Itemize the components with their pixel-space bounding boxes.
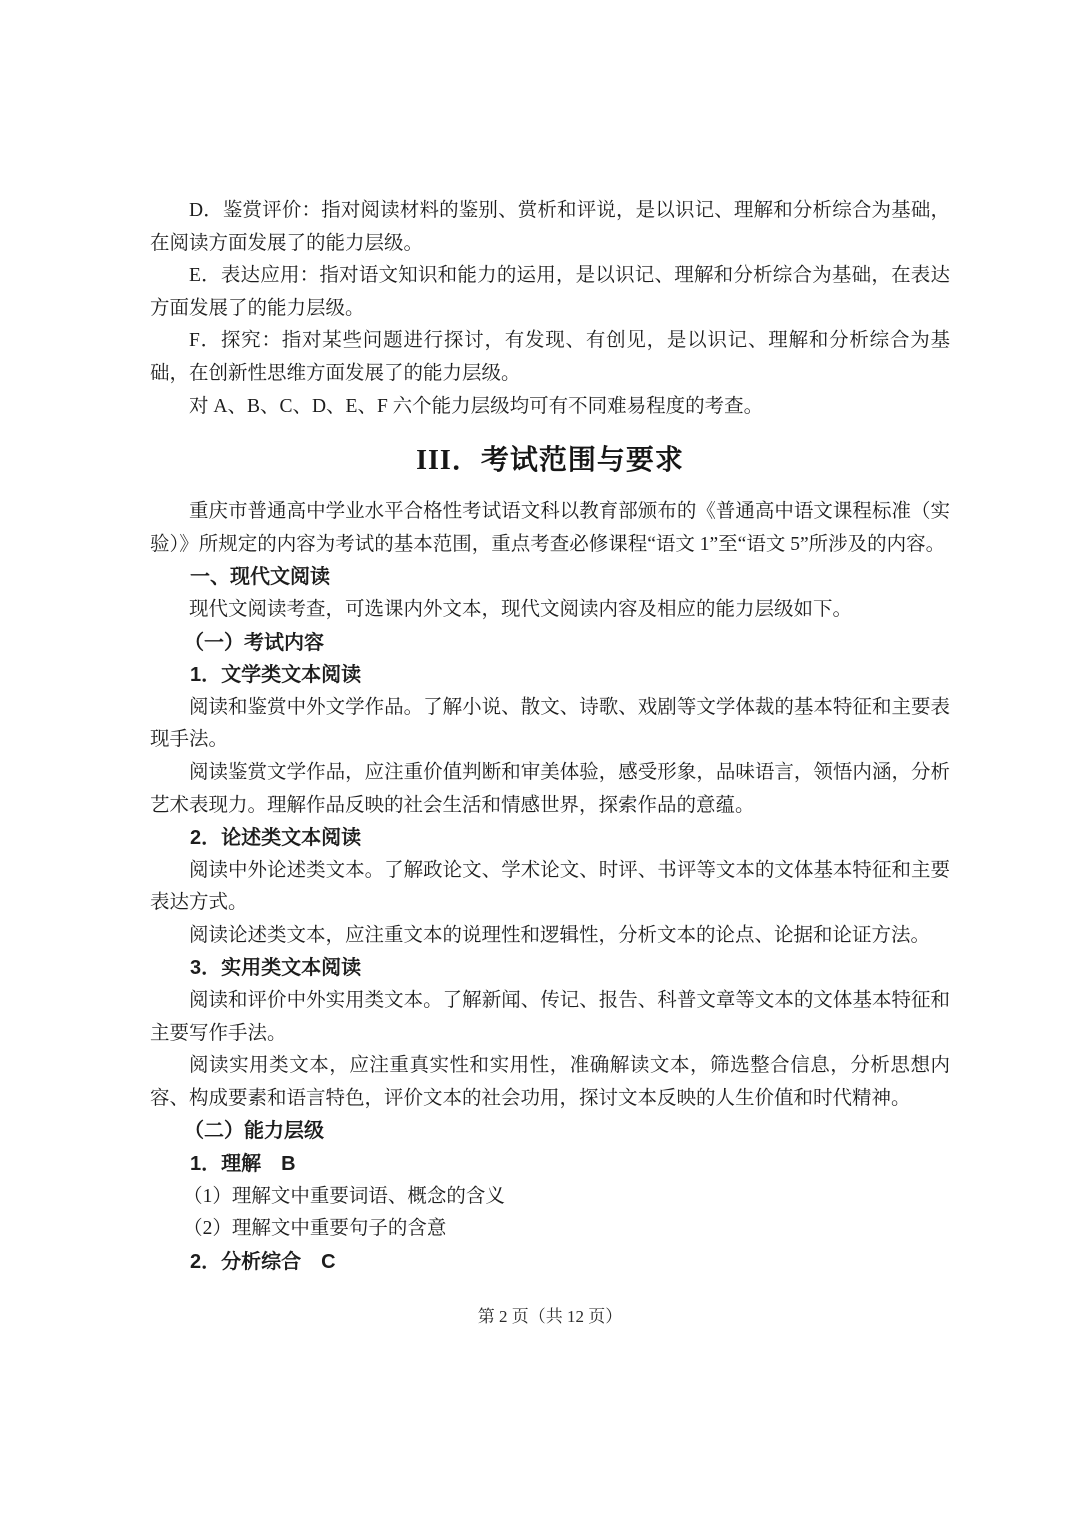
paragraph-argumentative-text-2: 阅读论述类文本，应注重文本的说理性和逻辑性，分析文本的论点、论据和论证方法。 (189, 924, 931, 946)
paragraph-exam-scope-intro: 重庆市普通高中学业水平合格性考试语文科以教育部颁布的《普通高中语文课程标准（实验）》所规定的内容为考试的基本范围，重点考查必修课程“语文 1”至“语文 5”所涉及的内容。 (150, 501, 950, 555)
section-title-exam-scope: III．考试范围与要求 (416, 445, 684, 477)
paragraph-literary-text-2: 阅读鉴赏文学作品，应注重价值判断和审美体验，感受形象，品味语言，领悟内涵，分析艺术表现力。理解作品反映的社会生活和情感世界，探索作品的意蕴。 (150, 761, 950, 816)
paragraph-literary-text-1: 阅读和鉴赏中外文学作品。了解小说、散文、诗歌、戏剧等文学体裁的基本特征和主要表现手法。 (150, 696, 950, 751)
paragraph-ability-levels-note: 对 A、B、C、D、E、F 六个能力层级均可有不同难易程度的考查。 (189, 395, 764, 417)
heading-ability-levels: （二）能力层级 (184, 1120, 324, 1143)
heading-exam-content: （一）考试内容 (184, 631, 324, 654)
page-footer: 第 2 页（共 12 页） (477, 1307, 623, 1327)
paragraph-ability-level-f: F．探究：指对某些问题进行探讨，有发现、有创见，是以识记、理解和分析综合为基础，在创新性思维方面发展了的能力层级。 (150, 330, 950, 384)
heading-practical-text-reading: 3．实用类文本阅读 (190, 957, 362, 980)
list-item-comprehension-2: （2）理解文中重要句子的含意 (183, 1218, 447, 1240)
paragraph-ability-level-e: E．表达应用：指对语文知识和能力的运用，是以识记、理解和分析综合为基础，在表达方面发展了的能力层级。 (150, 265, 950, 319)
paragraph-ability-level-d: D．鉴赏评价：指对阅读材料的鉴别、赏析和评说，是以识记、理解和分析综合为基础，在阅读方面发展了的能力层级。 (150, 200, 950, 254)
heading-comprehension-b: 1．理解 B (190, 1153, 296, 1176)
paragraph-practical-text-1: 阅读和评价中外实用类文本。了解新闻、传记、报告、科普文章等文本的文体基本特征和主要写作手法。 (150, 990, 950, 1044)
list-item-comprehension-1: （1）理解文中重要词语、概念的含义 (183, 1185, 505, 1207)
heading-argumentative-text-reading: 2．论述类文本阅读 (190, 827, 362, 850)
paragraph-argumentative-text-1: 阅读中外论述类文本。了解政论文、学术论文、时评、书评等文本的文体基本特征和主要表达方式。 (150, 859, 950, 914)
paragraph-practical-text-2: 阅读实用类文本，应注重真实性和实用性，准确解读文本，筛选整合信息，分析思想内容、构成要素和语言特色，评价文本的社会功用，探讨文本反映的人生价值和时代精神。 (150, 1055, 950, 1109)
paragraph-modern-text-intro: 现代文阅读考查，可选课内外文本，现代文阅读内容及相应的能力层级如下。 (189, 598, 853, 620)
heading-modern-text-reading: 一、现代文阅读 (190, 566, 330, 589)
heading-analysis-synthesis-c: 2．分析综合 C (190, 1250, 336, 1273)
heading-literary-text-reading: 1．文学类文本阅读 (190, 664, 362, 687)
